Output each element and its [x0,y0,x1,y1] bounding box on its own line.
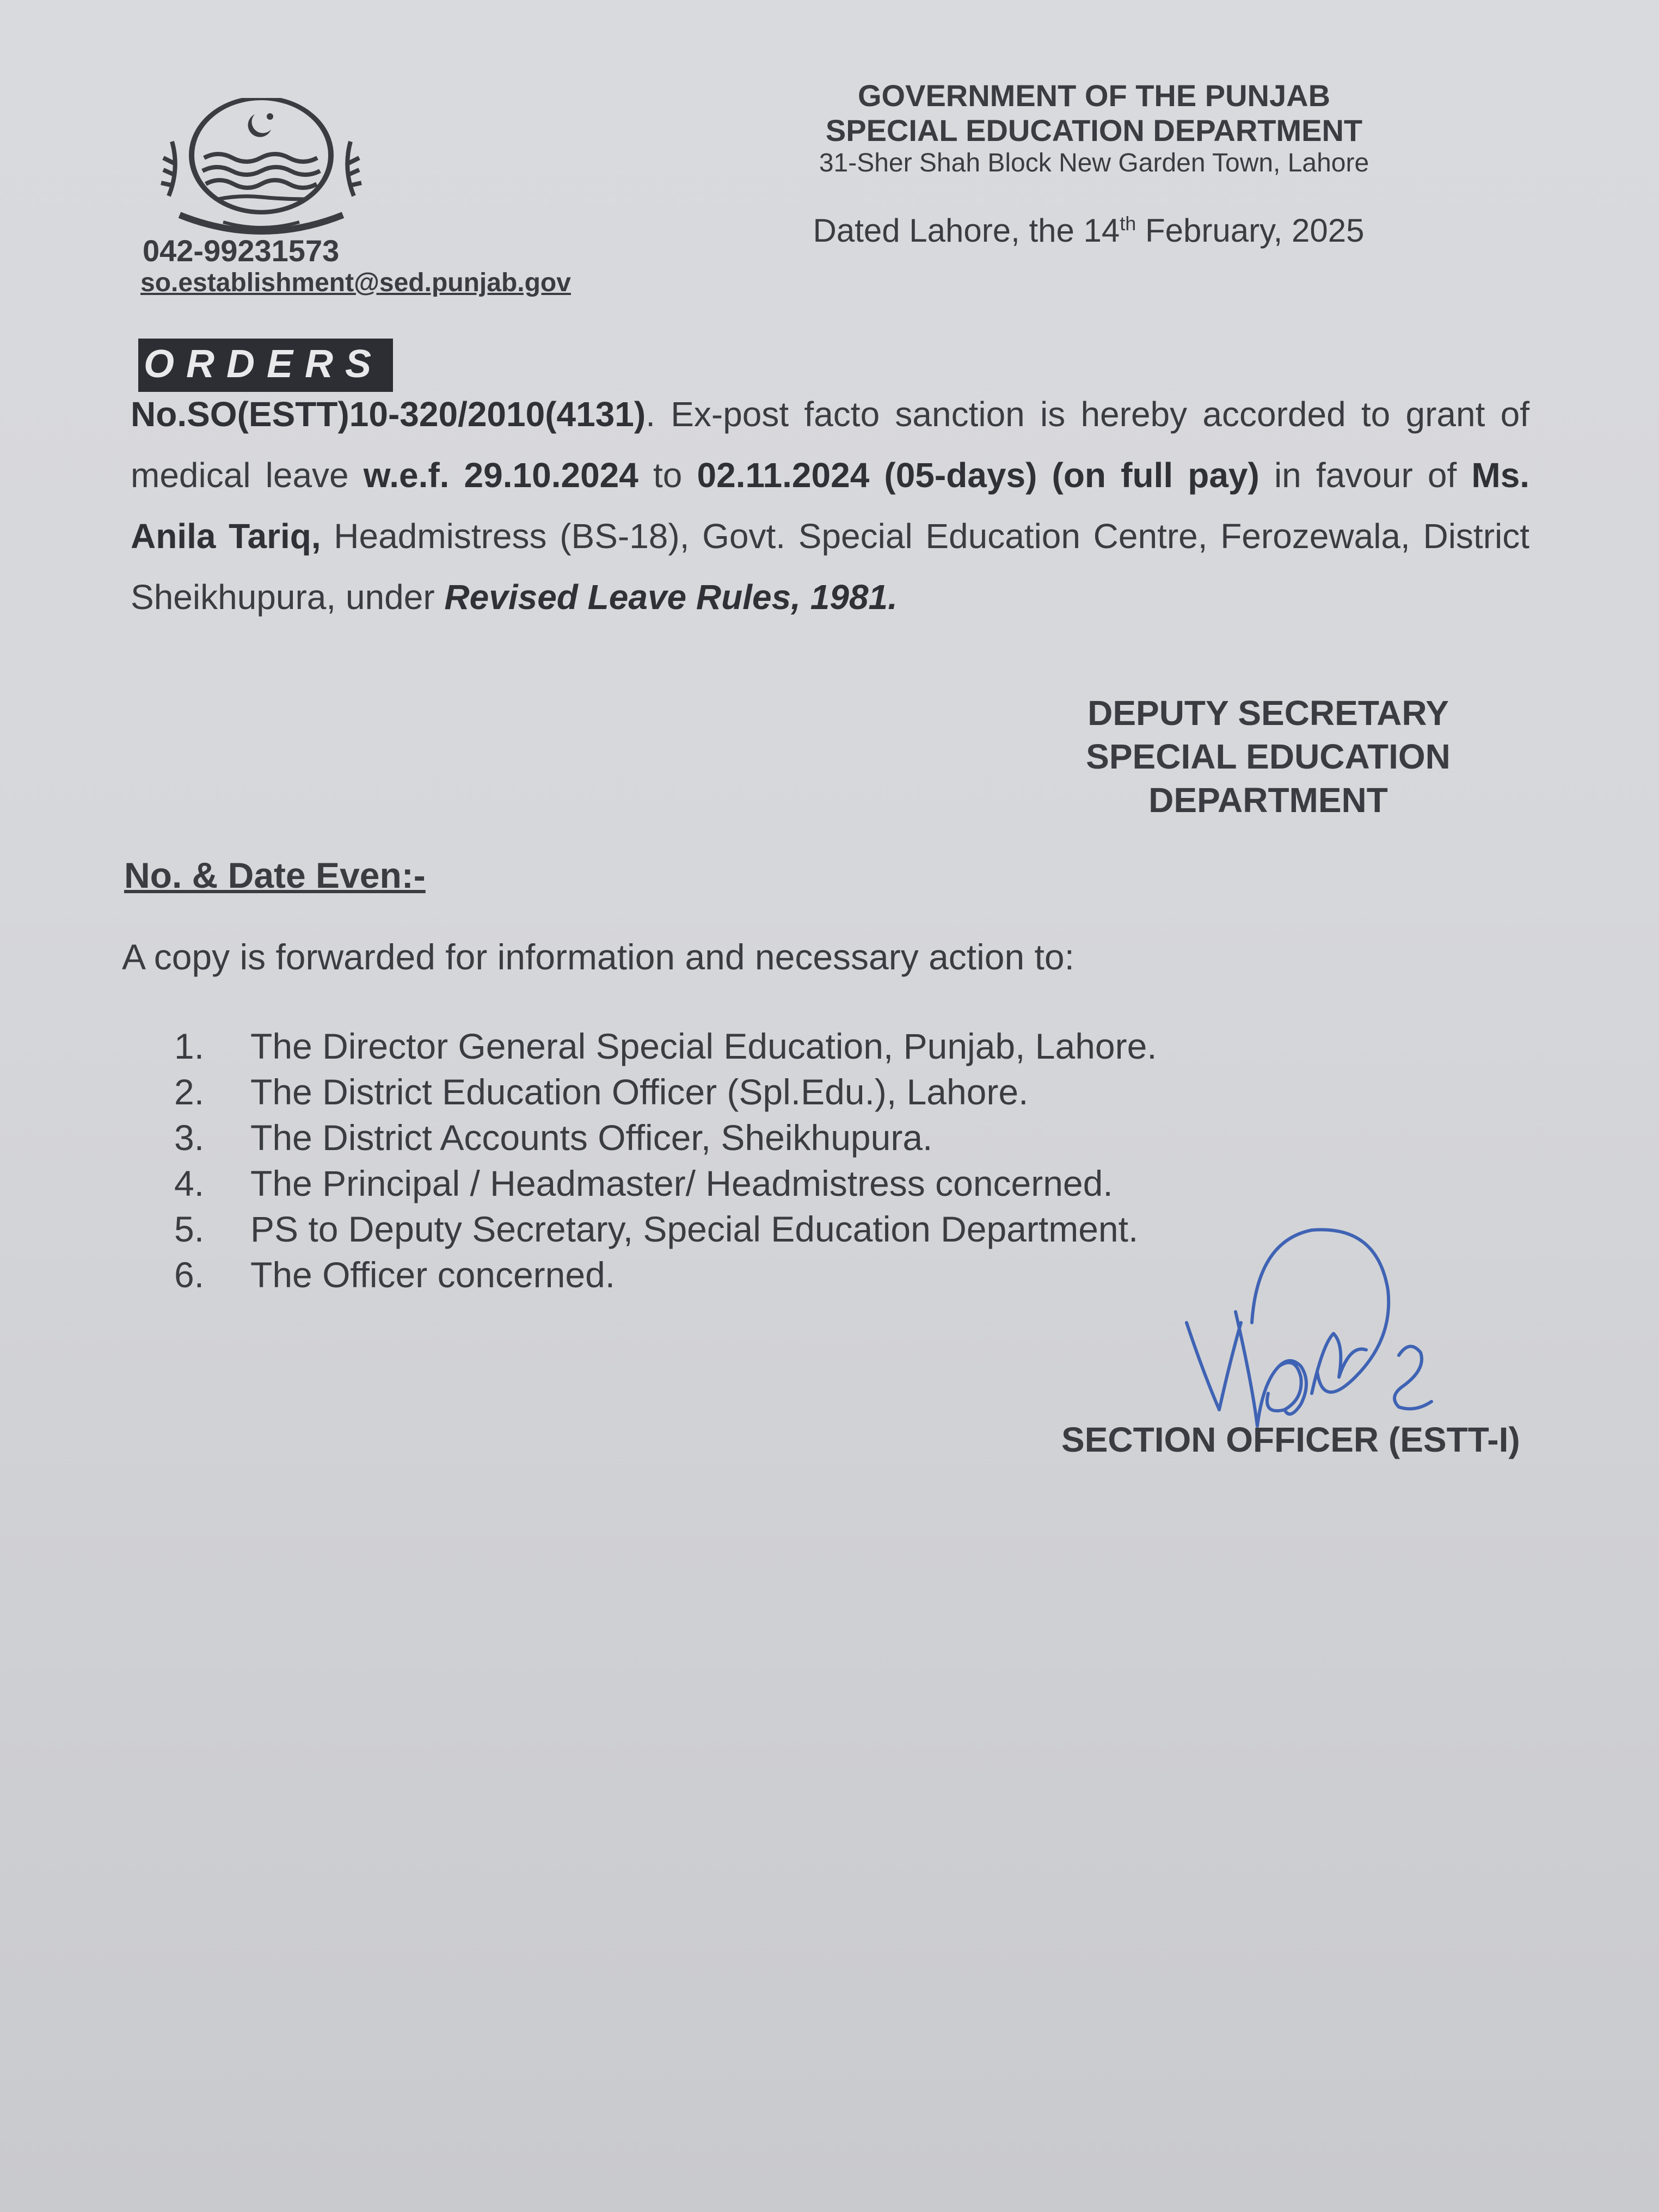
dated-line [708,211,1470,250]
deputy-secretary-signatory [1023,691,1513,822]
phone-number: 042-99231573 [143,234,340,268]
department-address: 31-Sher Shah Block New Garden Town, Lahore [819,149,1369,177]
dated-suffix: th [1120,212,1136,235]
no-date-even-heading: No. & Date Even:- [124,855,426,895]
recipient-text: The District Education Officer (Spl.Edu.), Lahore. [250,1072,1029,1112]
copy-forwarded-intro: A copy is forwarded for information and necessary action to: [122,937,1074,977]
recipient-list [174,1023,1157,1298]
employee-name: Ms. Anila Tariq, [131,456,1530,556]
list-number: 5. [174,1209,205,1249]
leave-rules: Revised Leave Rules, 1981. [444,577,898,617]
dated-rest: February, 2025 [1136,212,1365,249]
recipient-text: The Director General Special Education, Punjab, Lahore. [250,1026,1157,1066]
order-text-1: . Ex-post facto sanction is hereby accorded to grant of medical leave [131,395,1529,495]
order-text-4: Headmistress (BS-18), Govt. Special Education Centre, Ferozewala, District Sheikhupura, under [131,517,1530,617]
signatory-line-3: DEPARTMENT [1148,781,1388,820]
signatory-line-2: SPECIAL EDUCATION [1086,737,1451,776]
list-item [174,1023,1157,1069]
signatory-line-1: DEPUTY SECRETARY [1087,693,1449,733]
dated-prefix: Dated Lahore, the 14 [813,212,1120,249]
list-number: 6. [174,1255,205,1295]
recipient-text: The District Accounts Officer, Sheikhupura. [250,1117,933,1158]
order-number: No.SO(ESTT)10-320/2010(4131) [131,395,646,434]
list-item [174,1206,1157,1252]
order-body [131,384,1529,628]
list-number: 4. [174,1163,205,1203]
leave-end-date: 02.11.2024 (05-days) (on full pay) [697,456,1259,495]
list-item [174,1160,1157,1206]
recipient-text: The Officer concerned. [250,1255,616,1295]
list-number: 1. [174,1026,205,1066]
department-title: SPECIAL EDUCATION DEPARTMENT [825,113,1363,148]
list-item [174,1252,1157,1298]
government-title: GOVERNMENT OF THE PUNJAB [857,78,1331,113]
list-number: 3. [174,1117,205,1158]
leave-start-date: w.e.f. 29.10.2024 [363,456,638,495]
order-text-3: in favour of [1259,456,1472,495]
list-item [174,1115,1157,1160]
list-number: 2. [174,1072,205,1112]
order-text-2: to [638,456,697,495]
recipient-text: The Principal / Headmaster/ Headmistress concerned. [250,1163,1113,1203]
punjab-emblem-logo [158,98,365,239]
orders-heading: ORDERS [138,339,393,392]
list-item [174,1069,1157,1115]
recipient-text: PS to Deputy Secretary, Special Education Department. [250,1209,1139,1249]
email-address: so.establishment@sed.punjab.gov [140,268,571,297]
section-officer-title: SECTION OFFICER (ESTT-I) [1061,1420,1520,1459]
